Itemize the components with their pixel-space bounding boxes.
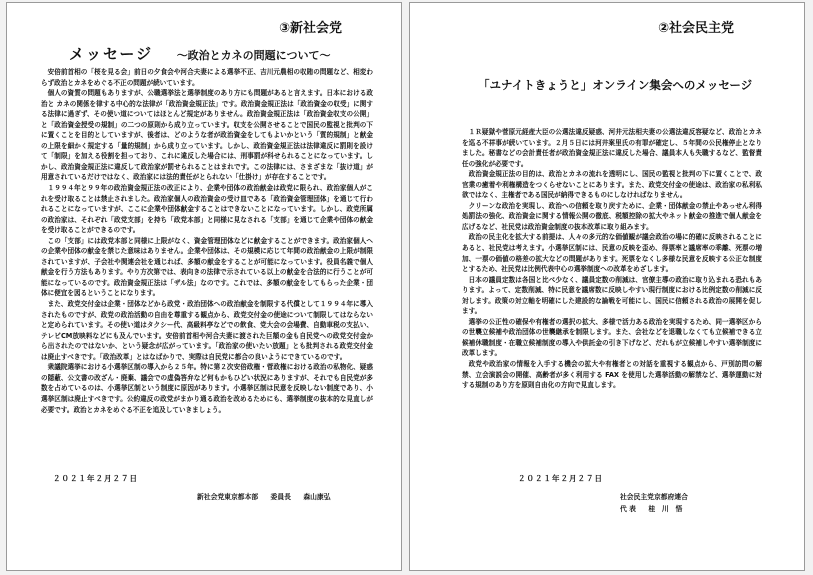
left-paragraph-3: １９９４年と９９年の政治資金規正法の改正により、企業や団体の政治献金は政党に限られ、政治家個人がこれを受け取ることは禁止されました。政治家個人の政治資金の受け皿である「政治資金管理団体」を通じて行われることになっていますが、ここに企業や団体献金することはできないことになっています。しかし、政党所属の政治家は、それぞれ「政党支部」を持ち「政党本部」と同様に見なされる「支部」を通じて企業や団体の献金を受け取ることができるのです。 [41, 184, 373, 235]
right-signature-person [620, 503, 682, 513]
right-paragraph-7: 政党や政治家の情報を入手する機会の拡大や有権者との対話を重視する観点から、戸別訪問の解禁、立会演説会の開催、高齢者が多く利用する FAX を使用した選挙活動の解禁など、選挙運動に対する規制のあり方を原則自由化の方向で見直します。 [462, 360, 762, 390]
left-message-title [69, 43, 330, 64]
right-message-title: 「ユナイトきょうと」オンライン集会へのメッセージ [478, 78, 753, 92]
right-signature-role: 代 表 [620, 505, 636, 513]
left-paragraph-6: 衆議院選挙における小選挙区制の導入から２５年。特に第２次安倍政権・菅政権における政治の私物化、疑惑の隠蔽、公文書の改ざん・廃棄、議会での虚偽答弁など何もかもひどい状況にありますが、それでも自民党が多数を占めているのは、小選挙区制という制度に原因があります。小選挙区制は民意を反映しない制度であり、小選挙区制は廃止すべきです。公約違反の政党がまかり通る政治を改めるためにも、選挙制度の抜本的な見直しが必要です。政治とカネをめぐる不正を追及していきましょう。 [41, 363, 373, 414]
right-paragraph-1: １Ｒ疑獄や菅原元経産大臣の公選法違反疑惑、河井元法相夫妻の公選法違反容疑など、政治とカネを巡る不祥事が続いています。２月５日には河井案里氏の有罪が確定し、５年間の公民権停止となりました。秘書などの会計責任者が政治資金規正法に違反した場合、議員本人も失職するなど、監督責任の強化が必要です。 [462, 128, 762, 168]
right-signature-org: 社会民主党京都府連合 [620, 493, 688, 501]
right-paragraph-3: クリーンな政治を実現し、政治への信頼を取り戻すために、企業・団体献金の禁止やあっせん利得処罰法の強化、政治資金に関する情報公開の徹底、税額控除の拡大やネット献金の推進で個人献金を広げるなど、社民党は政治資金制度の抜本改革に取り組みます。 [462, 201, 762, 231]
left-party-label: ③新社会党 [279, 21, 343, 36]
left-date: ２０２１年２月２７日 [53, 474, 138, 483]
left-paragraph-5: また、政党交付金は企業・団体などから政党・政治団体への政治献金を制限する代償として１９９４年に導入されたものですが、政党の政治活動の自由を尊重する観点から、政党交付金の使途について制限してはならないと定められています。その使い道はタクシー代、高級料亭などでの飲食、党大会の会場費、自動車税の支払い、テレビCM放映料などにも及んでいます。安倍前首相や河合夫妻に渡された巨額の金も自民党への政党交付金から出されたのではないか、という疑念が広がっています。「政治家の使いたい放題」とも批判される政党交付金は廃止すべきです。「政治改革」とはなばかりで、実際は自民党に都合の良いようにできているのです。 [41, 300, 373, 361]
left-document-page [6, 2, 402, 571]
left-paragraph-2: 個人の資質の問題もありますが、公職選挙法と選挙制度のあり方にも問題があると言えます。日本における政治と カネの関係を律する中心的な法律が「政治資金規正法」です。政治資金規正法は「政治資金の収受」に関する法律に過ぎず、その使い道についてはほとんど規定がありません。政治資金規正法は「政治資金収支の公開」と「政治資金授受の規制」の二つの原則から成り立っています。収支を公開させることで国民の監視と批判の下に置くことを目的としていますが、後者は、どのような者が政治資金をしてもよいかという「質的規制」と献金の上限を細かく規定する「量的規制」から成り立っています。しかし、政治資金規正法は法律違反に罰則を設けて「制限」を加える役割を担っており、これに違反した場合には、刑事罰が科せられることになっています。しかし、政治資金規正法に違反して政治家が罰せられることはまれです。この法律には、さまざまな「抜け道」が用意されているだけではなく、政治家には法的責任がとられない「仕掛け」が存在することです。 [41, 89, 373, 182]
left-signature-role: 委員長 [270, 493, 291, 501]
right-date: ２０２１年２月２７日 [518, 474, 603, 483]
left-signature [197, 491, 331, 501]
left-body-text [41, 67, 373, 415]
right-party-label: ②社会民主党 [658, 21, 735, 36]
right-paragraph-4: 政治の民主化を拡大する前提は、人々の多元的な価値観が議会政治の場に的確に反映されることにあると、社民党は考えます。小選挙区制には、民意の反映を歪め、得票率と議席率の乖離、死票の増加、一票の価値の格差の拡大などの問題があります。死票をなくし多様な民意を反映する公正な制度とするため、社民党は比例代表中心の選挙制度への改革をめざします。 [462, 233, 762, 274]
right-signature-name: 桂 川 悟 [648, 505, 683, 513]
right-document-page [409, 2, 805, 571]
right-body-text [462, 127, 762, 391]
left-signature-name: 森山康弘 [303, 493, 331, 501]
right-paragraph-5: 日本の議員定数は各国と比べ少なく、議員定数の削減は、官僚主導の政治に取り込まれる恐れもあります。よって、定数削減、特に民意を議席数に反映しやすい現行制度における比例定数の削減に反対します。政策の対立軸を明確にした建設的な論戦を可能にし、国民に信頼される政治の展開を促します。 [462, 275, 762, 316]
right-paragraph-2: 政治資金規正法の目的は、政治とカネの流れを透明にし、国民の監視と批判の下に置くことで、政官業の癒着や利権構造をつくらせないことにあります。また、政党交付金の使途は、政治家の私利私欲ではなく、主権者である国民が納得できるものにしなければなりません。 [462, 170, 762, 200]
left-paragraph-1: 安倍前首相の「桜を見る会」前日の夕食会や河合夫妻による選挙不正、吉川元農相の収賄の問題など、相変わらず政治とカネをめぐる不正の問題が続いています。 [41, 68, 373, 87]
left-paragraph-4: この「支部」には政党本部と同様に上限がなく、資金管理団体などに献金することができます。政治家個人への企業や団体の献金を禁じた意味はありません。企業や団体は、その規模に応じて年間の政治献金の上限が制限されていますが、子会社や関連会社を通じれば、多額の献金をすることが可能になっています。役員名義で個人献金を行う方法もあります。やり方次第では、表向きの法律で示されている以上の献金を合法的に行うことが可能になっているのです。政治資金規正法は「ザル法」なのです。これでは、多額の献金をしてもらった企業・団体に便宜を図るということになります。 [41, 236, 373, 298]
right-paragraph-6: 選挙の公正性の確保や有権者の選択の拡大、多様で活力ある政治を実現するため、同一選挙区からの世襲立候補や政治団体の世襲継承を制限します。また、会社などを退職しなくても立候補できる立候補休職制度・在職立候補制度の導入や供託金の引き下げなど、だれもが立候補しやすい選挙制度に改革します。 [462, 317, 762, 358]
left-title-main: メッセージ [69, 45, 154, 63]
left-title-sub: ～政治とカネの問題について～ [176, 49, 331, 62]
left-signature-org: 新社会党東京都本部 [197, 493, 259, 501]
